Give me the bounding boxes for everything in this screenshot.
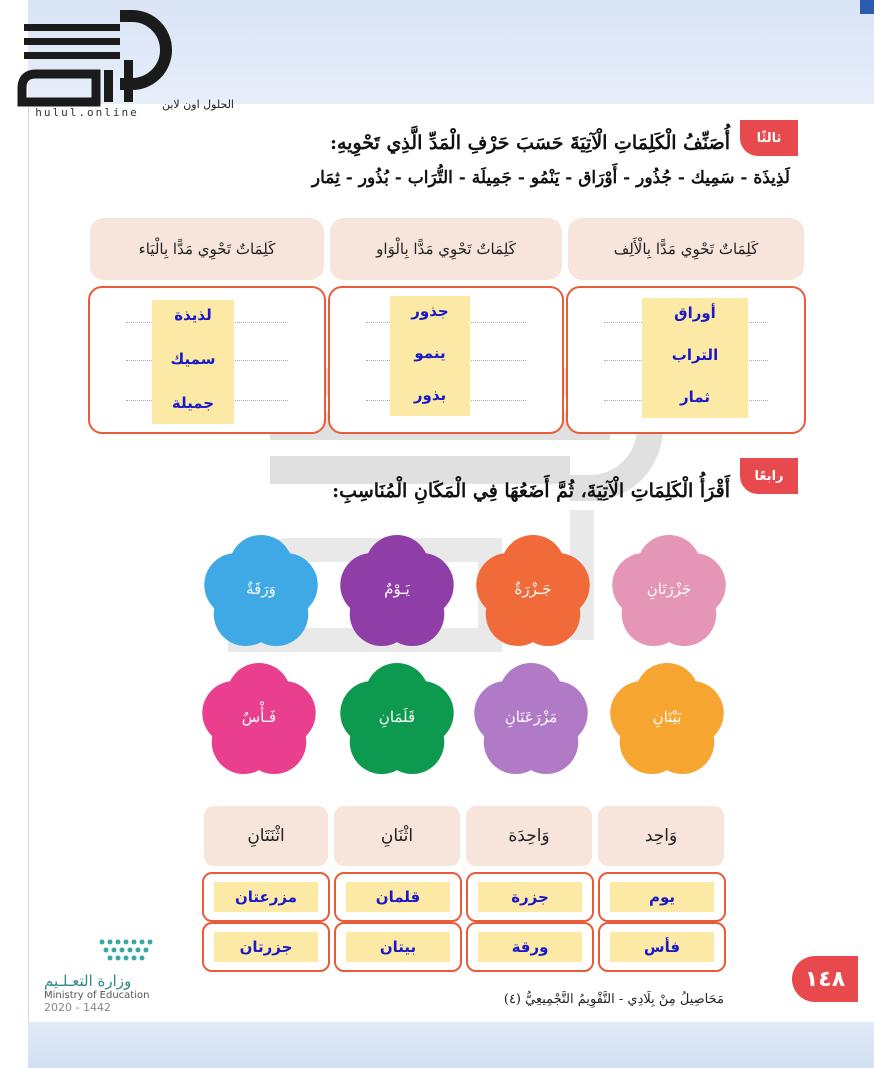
column-header-yaa: كَلِمَاتٌ تَحْوِي مَدًّا بِالْيَاء — [90, 218, 324, 280]
flower-word: وَرَقَةٌ — [246, 580, 276, 598]
flower-card[interactable] — [202, 534, 320, 652]
answer-word: ينمو — [414, 344, 446, 362]
ministry-dots-icon — [96, 934, 156, 968]
answer-word: ثمار — [680, 388, 710, 406]
table-header-wahida: وَاحِدَة — [466, 806, 592, 866]
answer-word: أوراق — [674, 304, 716, 322]
answer-word: بيتان — [346, 932, 450, 962]
table-cell[interactable] — [334, 872, 462, 922]
answer-word: جميلة — [171, 394, 215, 412]
answer-highlight — [642, 298, 748, 418]
table-header-wahid: وَاحِد — [598, 806, 724, 866]
column-header-waw: كَلِمَاتٌ تَحْوِي مَدًّا بِالْوَاو — [330, 218, 562, 280]
logo-subtitle: الحلول اون لاين — [162, 98, 234, 111]
flower-card[interactable] — [610, 534, 728, 652]
ministry-logo — [44, 934, 164, 1014]
flower-word: بَيْتَانِ — [652, 708, 682, 726]
table-header-ithnan: اثْنَانِ — [334, 806, 460, 866]
answer-word: التراب — [671, 346, 719, 364]
bottom-band — [28, 1022, 874, 1068]
answer-word: لذيذة — [174, 306, 212, 324]
flower-word: قَلَمَانِ — [378, 708, 416, 726]
margin-line — [28, 104, 29, 1022]
table-cell[interactable] — [466, 872, 594, 922]
ministry-name-ar: وزارة التعـلـيم — [44, 972, 132, 990]
table-cell[interactable] — [598, 922, 726, 972]
flower-word: جَـزْرَةٌ — [514, 580, 552, 598]
flower-card[interactable] — [338, 662, 456, 780]
column-header-alif: كَلِمَاتٌ تَحْوِي مَدًّا بِالْأَلِف — [568, 218, 804, 280]
answer-word: جزرتان — [214, 932, 318, 962]
flower-word: جَزْرَتَانِ — [646, 580, 692, 598]
table-cell[interactable] — [202, 872, 330, 922]
answer-box-waw[interactable] — [328, 286, 564, 434]
ministry-year: 2020 - 1442 — [44, 1001, 111, 1014]
answer-word: بذور — [413, 386, 447, 404]
page-number: ١٤٨ — [792, 956, 858, 1002]
answer-word: فأس — [610, 932, 714, 962]
answer-word: يوم — [610, 882, 714, 912]
section4-title: أَقْرَأُ الْكَلِمَاتِ الْآتِيَةَ، ثُمَّ أَضَعُهَا فِي الْمَكَانِ الْمُنَاسِبِ: — [332, 480, 730, 502]
logo-url: hulul.online — [35, 106, 139, 119]
flower-word: مَزْرَعَتَانِ — [504, 708, 558, 726]
table-cell[interactable] — [598, 872, 726, 922]
answer-word: جزرة — [478, 882, 582, 912]
table-cell[interactable] — [334, 922, 462, 972]
table-cell[interactable] — [202, 922, 330, 972]
flower-card[interactable] — [474, 534, 592, 652]
answer-word: مزرعتان — [214, 882, 318, 912]
flower-word: يَـوْمٌ — [384, 580, 410, 598]
section-tag-third: ثالثًا — [740, 120, 798, 156]
section3-title: أُصَنِّفُ الْكَلِمَاتِ الْآتِيَةَ حَسَبَ حَرْفِ الْمَدِّ الَّذِي تَحْوِيهِ: — [329, 132, 730, 154]
flower-card[interactable] — [472, 662, 590, 780]
table-cell[interactable] — [466, 922, 594, 972]
flower-word: فَـأْسٌ — [241, 708, 277, 726]
section3-word-list: لَذِيذَة - سَمِيك - جُذُور - أَوْرَاق - يَنْمُو - جَمِيلَة - التُّرَاب - بُذُور - ثِمَار — [311, 168, 790, 188]
section-tag-fourth: رابعًا — [740, 458, 798, 494]
flower-card[interactable] — [200, 662, 318, 780]
table-header-ithnatan: اثْنَتَانِ — [204, 806, 328, 866]
answer-highlight — [390, 296, 470, 416]
answer-highlight — [152, 300, 234, 424]
flower-card[interactable] — [338, 534, 456, 652]
answer-box-alif[interactable] — [566, 286, 806, 434]
answer-word: سميك — [170, 350, 216, 368]
flower-card[interactable] — [608, 662, 726, 780]
answer-word: ورقة — [478, 932, 582, 962]
corner-tab — [860, 0, 874, 14]
page-footer: مَحَاصِيلُ مِنْ بِلَادِي - التَّقْوِيمُ التَّجْمِيعِيُّ (٤) — [503, 992, 724, 1007]
answer-box-yaa[interactable] — [88, 286, 326, 434]
answer-word: جذور — [411, 302, 449, 320]
answer-word: قلمان — [346, 882, 450, 912]
ministry-name-en: Ministry of Education — [44, 990, 150, 1001]
